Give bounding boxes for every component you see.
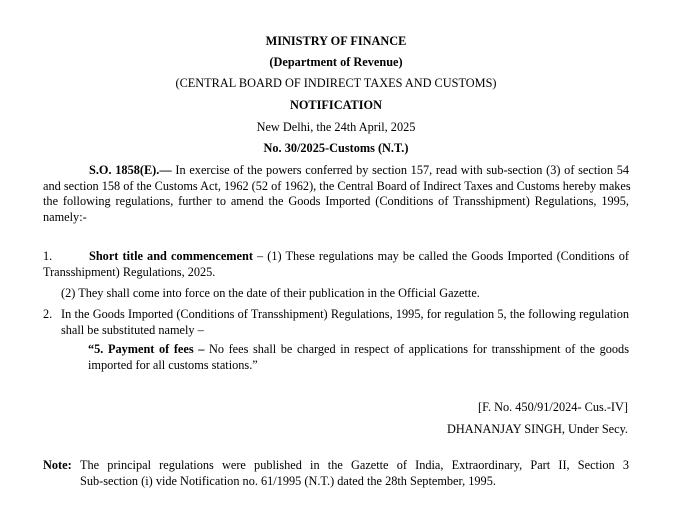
- file-reference: [F. No. 450/91/2024- Cus.-IV]: [478, 400, 628, 414]
- preamble-line-3: the following regulations, further to amend the Goods Imported (Conditions of Transshipment) Regulations, 1995,: [43, 194, 629, 208]
- clause-1-subclause-2: (2) They shall come into force on the date of their publication in the Official Gazette.: [61, 286, 480, 300]
- clause-1-number: 1.: [43, 249, 53, 263]
- signatory: DHANANJAY SINGH, Under Secy.: [446, 422, 628, 436]
- clause-1-line-2: Transshipment) Regulations, 2025.: [43, 264, 216, 279]
- notification-number: No. 30/2025-Customs (N.T.): [263, 141, 409, 155]
- preamble-line-1: S.O. 1858(E).— In exercise of the powers conferred by section 157, read with sub-section (3) of section 54: [89, 163, 630, 177]
- preamble-line-4: namely:-: [43, 209, 87, 224]
- document-type: NOTIFICATION: [289, 98, 382, 112]
- clause-1-heading: Short title and commencement: [89, 249, 253, 263]
- clause-2-line-2: shall be substituted namely –: [61, 322, 204, 337]
- substituted-regulation-quote: [88, 342, 629, 373]
- note-label: Note:: [43, 458, 72, 472]
- clause-2-paragraph: [61, 307, 629, 338]
- ministry-title: MINISTRY OF FINANCE: [265, 34, 407, 48]
- quote-line-2: imported for all customs stations.”: [88, 357, 258, 372]
- clause-1-paragraph: [43, 249, 629, 280]
- clause-1-line-1: Short title and commencement – (1) These regulations may be called the Goods Imported (Conditions of: [89, 249, 629, 263]
- note-line-1: The principal regulations were published in the Gazette of India, Extraordinary, Part II, Section 3: [80, 458, 629, 472]
- preamble-line-2: and section 158 of the Customs Act, 1962 (52 of 1962), the Central Board of Indirect Taxes and Customs hereby makes: [43, 178, 631, 193]
- clause-2-line-1: In the Goods Imported (Conditions of Transshipment) Regulations, 1995, for regulation 5, the following regulation: [61, 307, 629, 321]
- quote-heading: “5. Payment of fees –: [88, 342, 205, 356]
- clause-2-number: 2.: [43, 307, 53, 321]
- note-line-2: Sub-section (i) vide Notification no. 61/1995 (N.T.) dated the 28th September, 1995.: [80, 473, 496, 488]
- quote-line-1: “5. Payment of fees – No fees shall be charged in respect of applications for transshipment of the goods: [88, 342, 629, 356]
- preamble-paragraph: [43, 163, 629, 225]
- department-name: (Department of Revenue): [269, 55, 403, 69]
- note-paragraph: [80, 458, 629, 489]
- so-number: S.O. 1858(E).—: [89, 163, 172, 177]
- board-name: (CENTRAL BOARD OF INDIRECT TAXES AND CUSTOMS): [175, 76, 497, 90]
- place-date: New Delhi, the 24th April, 2025: [256, 120, 416, 134]
